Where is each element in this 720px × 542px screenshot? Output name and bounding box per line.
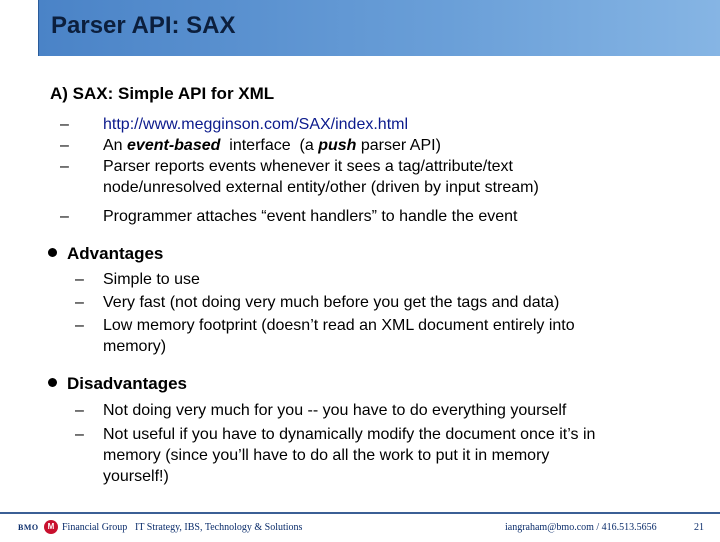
disadvantage-text-line2: memory (since you’ll have to do all the work to put it in memory [103, 447, 550, 464]
advantage-text: Very fast (not doing very much before you get the tags and data) [103, 294, 560, 311]
footer-department: IT Strategy, IBS, Technology & Solutions [135, 522, 303, 533]
text-post: parser API) [356, 137, 441, 154]
sax-item-url [60, 114, 408, 135]
dash-marker: – [75, 402, 84, 419]
dash-marker: – [60, 208, 69, 225]
disadvantages-heading [48, 374, 187, 394]
sax-item-text: Programmer attaches “event handlers” to handle the event [103, 208, 518, 225]
sax-item-text [103, 135, 441, 156]
text-pre: An [103, 137, 128, 154]
dash-marker: – [60, 158, 69, 175]
logo-financial-group: Financial Group [62, 522, 128, 533]
advantage-item [75, 269, 200, 290]
disadvantage-text-line1: Not useful if you have to dynamically modify the document once it’s in [103, 426, 596, 443]
bmo-logo-icon: M [44, 520, 58, 534]
sax-item-reports [60, 156, 539, 198]
dash-marker: – [75, 317, 84, 334]
sax-item-event-based [60, 135, 441, 156]
slide-title: Parser API: SAX [51, 12, 236, 39]
sax-item-handlers [60, 206, 517, 227]
advantages-heading [48, 244, 163, 264]
slide-footer [0, 512, 720, 542]
disadvantages-label: Disadvantages [67, 374, 187, 393]
advantage-text-line1: Low memory footprint (doesn’t read an XML document entirely into [103, 317, 575, 334]
disadvantage-item [75, 424, 595, 487]
text-push: push [318, 137, 357, 154]
bmo-logo-text: BMO [18, 523, 39, 532]
dash-marker: – [60, 137, 69, 154]
disadvantage-text-line3: yourself!) [103, 468, 169, 485]
dash-marker: – [60, 116, 69, 133]
text-event-based: event-based [127, 137, 221, 154]
advantage-text: Simple to use [103, 271, 200, 288]
text-mid: interface (a [220, 137, 319, 154]
advantage-item [75, 315, 575, 357]
dash-marker: – [75, 426, 84, 443]
sax-item-line1: Parser reports events whenever it sees a tag/attribute/text [103, 158, 513, 175]
disadvantage-item [75, 400, 566, 421]
footer-contact: iangraham@bmo.com / 416.513.5656 [505, 522, 657, 533]
bullet-dot-icon [48, 378, 57, 387]
advantages-label: Advantages [67, 244, 164, 263]
dash-marker: – [75, 294, 84, 311]
bullet-dot-icon [48, 248, 57, 257]
advantage-item [75, 292, 559, 313]
dash-marker: – [75, 271, 84, 288]
page-number: 21 [694, 522, 704, 533]
disadvantage-text: Not doing very much for you -- you have to do everything yourself [103, 402, 567, 419]
section-heading: A) SAX: Simple API for XML [50, 84, 275, 103]
sax-url-link[interactable]: http://www.megginson.com/SAX/index.html [103, 116, 409, 133]
advantage-text-line2: memory) [103, 338, 167, 355]
sax-item-line2: node/unresolved external entity/other (driven by input stream) [103, 179, 539, 196]
